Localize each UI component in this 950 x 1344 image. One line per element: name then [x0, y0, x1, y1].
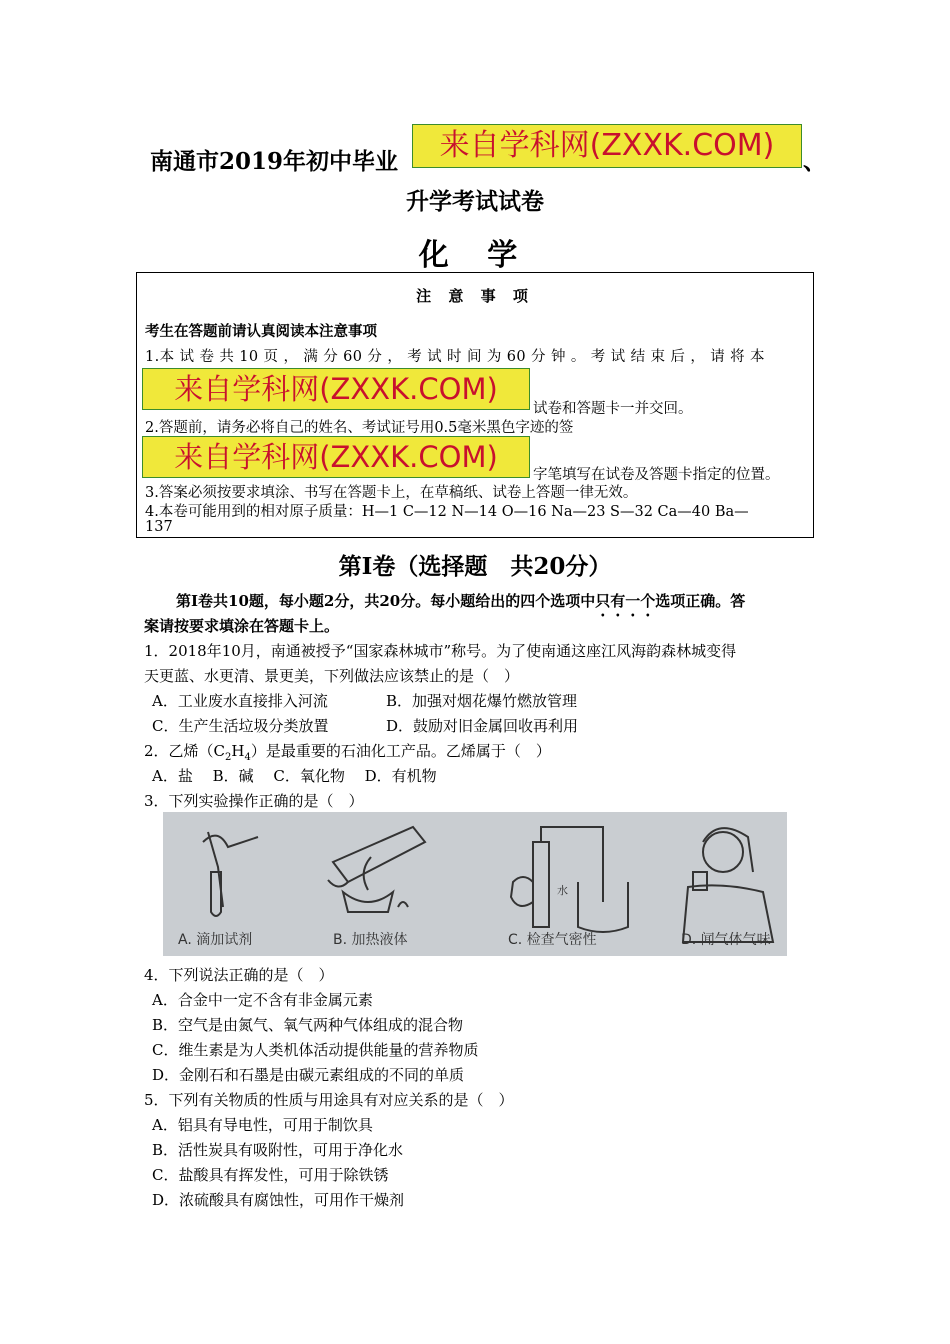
- notice-item1-line2: 试卷和答题卡一并交回。: [533, 401, 693, 417]
- q1-option-a: A．工业废水直接排入河流: [152, 692, 328, 710]
- q3-figure-label-d: D. 闻气体气味: [681, 932, 771, 948]
- question-4: 4．下列说法正确的是（ ）: [144, 966, 334, 984]
- q2-subscript: 4: [244, 752, 251, 763]
- q3-figure: [163, 812, 787, 956]
- notice-item1-line1: 1.本 试 卷 共 10 页 ， 满 分 60 分 ， 考 试 时 间 为 60 分 钟 。 考 试 结 束 后 ， 请 将 本: [145, 349, 765, 365]
- subject-title: 化 学: [418, 238, 532, 273]
- notice-item3: 3.答案必须按要求填涂、书写在答题卡上，在草稿纸、试卷上答题一律无效。: [145, 485, 638, 501]
- q1-option-c: C．生产生活垃圾分类放置: [152, 717, 329, 735]
- q4-option-d: D．金刚石和石墨是由碳元素组成的不同的单质: [152, 1066, 465, 1084]
- watermark-banner: 来自学科网(ZXXK.COM): [412, 124, 802, 168]
- exam-title-part1: 南通市2019年初中毕业: [150, 148, 399, 175]
- q2-text: ）是最重要的石油化工产品。乙烯属于（ ）: [250, 742, 551, 760]
- notice-intro: 考生在答题前请认真阅读本注意事项: [145, 323, 377, 340]
- notice-item2-line1: 2.答题前，请务必将自己的姓名、考试证号用0.5毫米黑色字迹的签: [145, 420, 574, 436]
- q4-option-a: A．合金中一定不含有非金属元素: [152, 991, 373, 1009]
- q4-option-b: B．空气是由氮气、氧气两种气体组成的混合物: [152, 1016, 464, 1034]
- q5-option-c: C．盐酸具有挥发性，可用于除铁锈: [152, 1166, 389, 1184]
- question-1-line1: 1．2018年10月，南通被授予“国家森林城市”称号。为了使南通这座江风海韵森林城变得: [144, 642, 737, 660]
- question-2: [144, 740, 551, 763]
- q2-options: A．盐 B．碱 C．氧化物 D．有机物: [152, 767, 437, 785]
- q4-option-c: C．维生素是为人类机体活动提供能量的营养物质: [152, 1041, 479, 1059]
- question-1-line2: 天更蓝、水更清、景更美，下列做法应该禁止的是（ ）: [144, 667, 520, 685]
- q2-text: H: [231, 742, 245, 760]
- notice-item4-line1: 4.本卷可能用到的相对原子质量：H—1 C—12 N—14 O—16 Na—23 S—32 Ca—40 Ba—: [145, 504, 749, 520]
- exam-title-part2: 、: [803, 148, 826, 175]
- q3-figure-label-a: A. 滴加试剂: [178, 932, 253, 948]
- instr-emphasis: 只有一个: [595, 592, 656, 610]
- notice-item4-line2: 137: [145, 519, 173, 535]
- instr-text: 第Ⅰ卷共10题，每小题2分，共20分。每小题给出的四个选项中: [176, 592, 596, 610]
- q3-figure-label-c: C. 检查气密性: [508, 932, 597, 948]
- q1-option-d: D．鼓励对旧金属回收再利用: [386, 717, 579, 735]
- section-title: 第Ⅰ卷（选择题 共20分）: [338, 553, 612, 580]
- question-3: 3．下列实验操作正确的是（ ）: [144, 792, 364, 810]
- exam-title-line2: 升学考试试卷: [406, 188, 544, 215]
- q3-figure-label-b: B. 加热液体: [333, 932, 408, 948]
- section-instructions-line2: 案请按要求填涂在答题卡上。: [144, 617, 340, 635]
- instr-text: 选项正确。答: [655, 592, 746, 610]
- watermark-banner: 来自学科网(ZXXK.COM): [142, 368, 530, 410]
- q3-figure-water-label: 水: [557, 884, 568, 897]
- q5-option-b: B．活性炭具有吸附性，可用于净化水: [152, 1141, 404, 1159]
- q2-text: 2．乙烯（C: [144, 742, 226, 760]
- notice-title: 注 意 事 项: [416, 287, 534, 305]
- notice-item2-line2: 字笔填写在试卷及答题卡指定的位置。: [533, 467, 780, 483]
- question-5: 5．下列有关物质的性质与用途具有对应关系的是（ ）: [144, 1091, 514, 1109]
- q2-subscript: 2: [225, 752, 232, 763]
- q5-option-a: A．铝具有导电性，可用于制饮具: [152, 1116, 373, 1134]
- q1-option-b: B．加强对烟花爆竹燃放管理: [386, 692, 578, 710]
- q5-option-d: D．浓硫酸具有腐蚀性，可用作干燥剂: [152, 1191, 405, 1209]
- watermark-banner: 来自学科网(ZXXK.COM): [142, 436, 530, 478]
